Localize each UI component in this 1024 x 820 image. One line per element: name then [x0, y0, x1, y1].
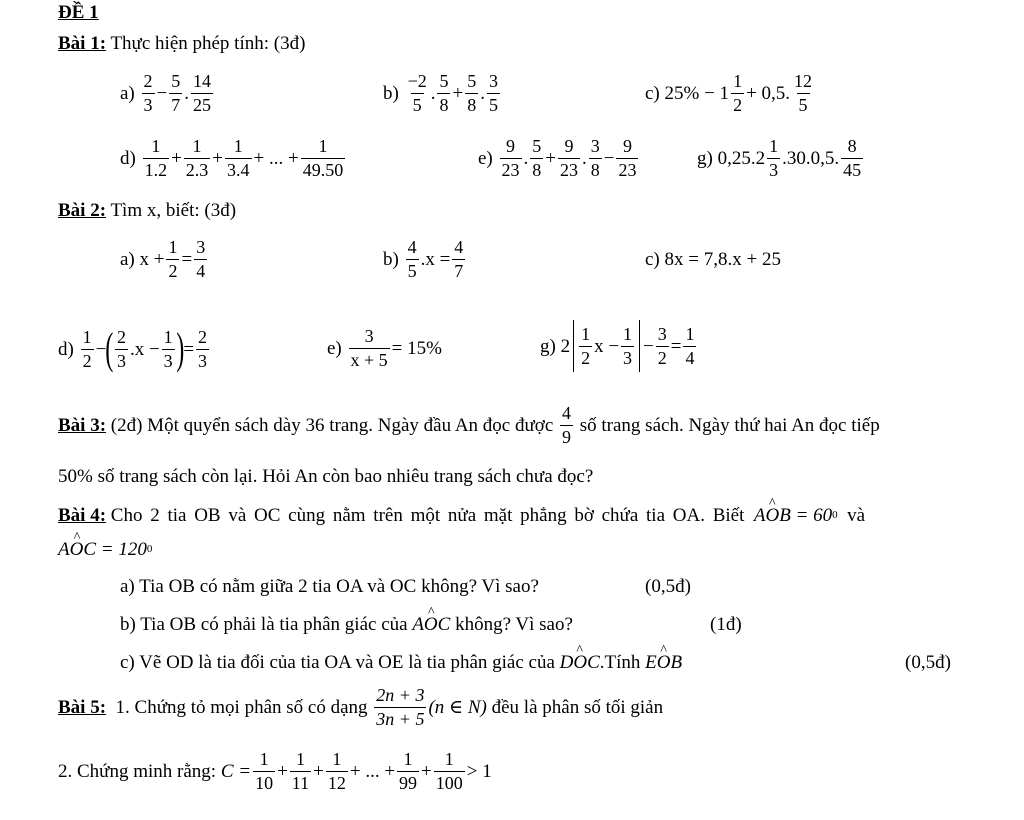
expr-text: x + — [139, 248, 165, 270]
bai2-d — [58, 324, 211, 373]
bai1-d — [120, 137, 347, 180]
bai4-text: c) Vẽ OD là tia đối của tia OA và OE là tia phân giác của — [120, 652, 555, 673]
bai4-label: Bài 4: — [58, 505, 107, 526]
item-tag: g) — [697, 147, 713, 169]
bai4-c — [120, 653, 682, 672]
fraction: 2 3 — [116, 326, 126, 371]
bai3-text: số trang sách. Ngày thứ hai An đọc tiếp — [579, 414, 880, 436]
expr-text: = 15% — [391, 337, 442, 359]
degree-sup: 0 — [832, 509, 838, 521]
fraction: $\frac{3}{4}$ — [196, 237, 206, 281]
bai5-text: 2. Chứng minh rằng: — [58, 760, 217, 782]
fraction: $\frac{1}{3}$ — [163, 326, 173, 371]
fraction: 1 1.2 — [144, 136, 168, 180]
fraction: $\frac{1}{4}$ — [685, 323, 695, 368]
angle-aoc: ^ AOC — [412, 615, 450, 634]
condition: (n ∈ N) — [428, 696, 487, 718]
expr-text: x − — [594, 335, 620, 357]
fraction: 2n + 3 3n + 5 — [376, 685, 425, 729]
bai1-c — [645, 72, 816, 115]
bai4-text: Cho 2 tia OB và OC cùng nằm trên một nửa mặt phẳng bờ chứa tia OA. Biết — [110, 505, 745, 526]
bai2-g — [540, 320, 698, 372]
bai1-heading: Thực hiện phép tính: (3đ) — [110, 33, 306, 54]
bai5-text: đều là phân số tối giản — [491, 696, 664, 718]
bai4-c-points: (0,5đ) — [905, 652, 951, 673]
fraction: $\frac{1}{3}$ — [623, 323, 633, 368]
fraction: 1 2 — [82, 326, 92, 371]
item-tag: e) — [478, 147, 493, 169]
expr-text: > 1 — [466, 760, 492, 782]
operator: + — [452, 82, 464, 104]
item-tag: a) — [120, 82, 135, 104]
fraction: $\frac{1}{10}$ — [255, 749, 274, 793]
bai2-label: Bài 2: — [58, 200, 107, 221]
fraction: 1 3 — [769, 136, 779, 180]
fraction: 1 12 — [327, 749, 346, 793]
expr-text: = 60 — [795, 505, 833, 526]
bai4-a-points: (0,5đ) — [645, 576, 691, 597]
item-tag: a) — [120, 248, 135, 270]
expr-text: 8x = 7,8.x + 25 — [664, 249, 781, 270]
operator: + ... + — [253, 147, 299, 169]
fraction: $\frac{4}{7}$ — [454, 237, 464, 281]
fraction: 5 8 — [532, 136, 542, 180]
operator: + — [171, 147, 182, 169]
operator: − — [156, 82, 168, 104]
expr-text: 25% − 1 — [664, 82, 730, 104]
expr-text: .x − — [129, 338, 160, 360]
operator: = — [670, 335, 682, 357]
item-tag: c) — [645, 249, 660, 270]
item-tag: b) — [383, 82, 399, 104]
fraction: 9 23 — [501, 136, 520, 180]
bai3-label: Bài 3: — [58, 414, 107, 436]
bai4-line2 — [58, 540, 152, 559]
fraction: $\frac{5}{8}$ — [467, 71, 477, 115]
fraction: $\frac{1}{49.50}$ — [302, 136, 344, 180]
fraction: $\frac{3}{2}$ — [657, 323, 667, 368]
fraction: $\frac{9}{23}$ — [559, 136, 578, 180]
operator: = — [183, 338, 195, 360]
fraction: 14 25 — [192, 71, 211, 115]
fraction: 1 100 — [435, 749, 463, 793]
bai2-e — [327, 327, 442, 370]
fraction: 8 45 — [843, 136, 862, 180]
degree-sup: 0 — [146, 543, 153, 555]
operator: − — [603, 147, 615, 169]
fraction: 1 2 — [581, 323, 591, 368]
operator: − — [95, 338, 107, 360]
operator: . — [184, 82, 189, 104]
item-tag: c) — [645, 82, 660, 104]
bai5-label: Bài 5: — [58, 696, 107, 718]
operator: . — [523, 147, 529, 169]
bai2-a — [120, 238, 209, 281]
expr-text: C = — [220, 760, 252, 782]
fraction: $\frac{5}{7}$ — [171, 71, 181, 115]
fraction: $\frac{2}{3}$ — [198, 326, 208, 371]
operator: . — [430, 82, 436, 104]
expr-text: = — [181, 248, 193, 270]
fraction: 5 8 — [439, 71, 449, 115]
expr-text: .30.0,5. — [782, 147, 840, 169]
operator: . — [480, 82, 485, 104]
paren-open: ( — [105, 324, 114, 373]
absolute-value — [573, 320, 640, 372]
fraction: 2 3 — [143, 71, 153, 115]
operator: + — [545, 147, 556, 169]
fraction: −2 5 — [407, 71, 427, 115]
fraction: 1 11 — [291, 749, 310, 793]
bai5-line1 — [58, 686, 663, 729]
expr-text: = 120 — [100, 539, 147, 560]
bai5-text: 1. Chứng tỏ mọi phân số có dạng — [115, 696, 368, 718]
bai2-c — [645, 250, 781, 269]
bai1-header — [58, 34, 305, 53]
fraction: $\frac{1}{2.3}$ — [185, 136, 209, 180]
fraction: 12 5 — [794, 71, 813, 115]
fraction: 4 9 — [562, 403, 571, 447]
bai1-g — [697, 137, 865, 180]
bai4-text: .Tính — [599, 652, 641, 673]
operator: − — [643, 335, 654, 357]
bai4-b — [120, 615, 573, 634]
expr-text: 2 — [560, 335, 571, 357]
bai2-b — [383, 238, 467, 281]
bai3-line2: 50% số trang sách còn lại. Hỏi An còn bao nhiêu trang sách chưa đọc? — [58, 466, 594, 487]
bai2-heading: Tìm x, biết: (3đ) — [110, 200, 237, 221]
item-tag: e) — [327, 337, 342, 359]
fraction: $\frac{3}{x + 5}$ — [350, 326, 388, 370]
item-tag: d) — [120, 147, 136, 169]
angle-aoc: ^ AOC — [58, 540, 96, 559]
fraction: 3 5 — [488, 71, 498, 115]
page-title: ĐỀ 1 — [58, 2, 99, 23]
fraction: $\frac{1}{99}$ — [399, 749, 418, 793]
fraction: $\frac{9}{23}$ — [618, 136, 637, 180]
fraction: 1 2 — [733, 71, 743, 115]
bai1-e — [478, 137, 640, 180]
bai4-text: b) Tia OB có phải là tia phân giác của — [120, 614, 408, 635]
fraction: $\frac{1}{2}$ — [168, 237, 178, 281]
angle-doc: ^ DOC — [560, 653, 600, 672]
angle-eob: ^ EOB — [645, 653, 682, 672]
bai4-line1 — [58, 506, 865, 525]
fraction: 4 5 — [407, 237, 417, 281]
expr-text: 0,25.2 — [717, 147, 766, 169]
bai3-text: (2đ) Một quyển sách dày 36 trang. Ngày đầu An đọc được — [110, 414, 554, 436]
fraction: 3 8 — [590, 136, 600, 180]
expr-text: .x = — [420, 248, 451, 270]
bai4-text: và — [847, 505, 866, 526]
bai4-a: a) Tia OB có nằm giữa 2 tia OA và OC không? Vì sao? — [120, 576, 539, 597]
angle-aob: ^ AOB — [754, 506, 791, 525]
bai1-b — [383, 72, 502, 115]
bai4-b-points: (1đ) — [710, 614, 742, 635]
operator: + ... + — [349, 760, 396, 782]
item-tag: b) — [383, 248, 399, 270]
bai5-line2: 2. Chứng minh rằng: C = $\frac{1}{10}$ + 1 11 + 1 12 + ... + $\frac{1}{99}$ + 1 100 > 1 — [58, 749, 492, 793]
bai4-text: không? Vì sao? — [455, 614, 573, 635]
fraction: $\frac{1}{3.4}$ — [227, 136, 250, 180]
paren-close: ) — [175, 324, 185, 373]
item-tag: d) — [58, 338, 74, 360]
operator: + — [212, 147, 224, 169]
bai2-header — [58, 201, 236, 220]
expr-text: + 0,5. — [746, 82, 791, 104]
operator: . — [581, 147, 587, 169]
bai1-a — [120, 72, 215, 115]
item-tag: g) — [540, 335, 556, 357]
bai3-line1 — [58, 404, 880, 447]
bai1-label: Bài 1: — [58, 33, 107, 54]
